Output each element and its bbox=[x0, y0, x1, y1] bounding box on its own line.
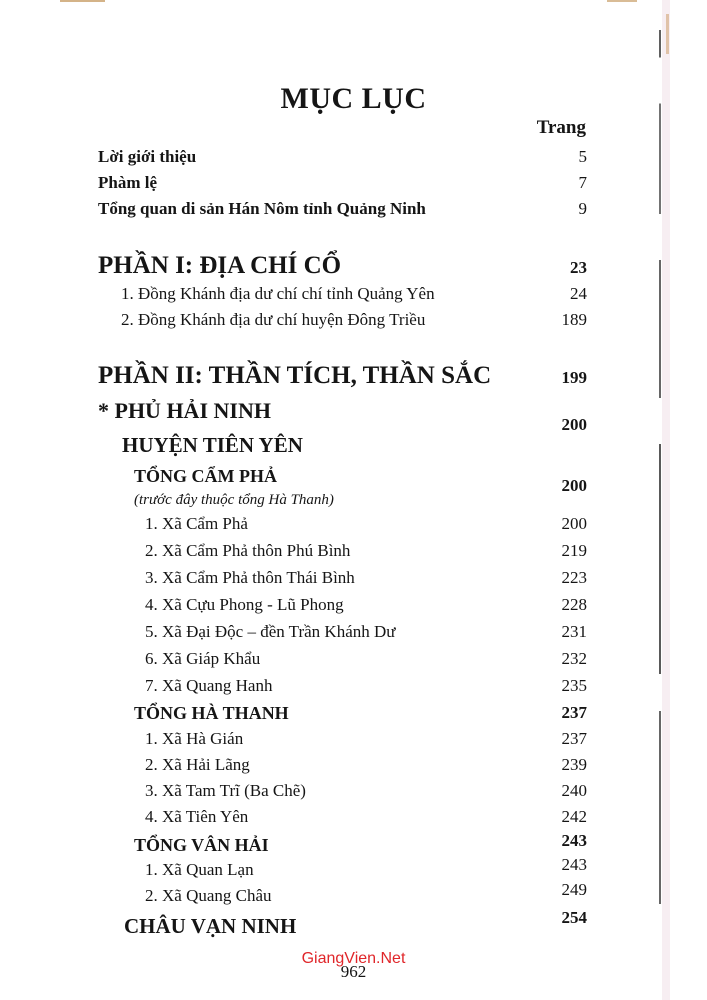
toc-entry-page: 189 bbox=[561, 310, 587, 329]
toc-entry[interactable] bbox=[0, 568, 707, 594]
toc-entry-label: 1. Đồng Khánh địa dư chí chí tỉnh Quảng Yên bbox=[121, 284, 435, 303]
toc-entry-page: 242 bbox=[561, 807, 587, 826]
toc-entry[interactable] bbox=[0, 755, 707, 781]
toc-entry-label: 2. Xã Cẩm Phả thôn Phú Bình bbox=[145, 541, 351, 560]
toc-entry-page: 249 bbox=[561, 880, 587, 899]
page-edge-decoration bbox=[666, 14, 669, 54]
toc-entry[interactable] bbox=[0, 781, 707, 807]
toc-chau-heading[interactable] bbox=[0, 908, 707, 944]
toc-tong-label: TỔNG CẨM PHẢ bbox=[134, 466, 277, 486]
toc-huyen-label: HUYỆN TIÊN YÊN bbox=[122, 433, 303, 457]
toc-entry-page: 235 bbox=[561, 676, 587, 695]
toc-tong-label: TỔNG HÀ THANH bbox=[134, 703, 289, 723]
toc-entry-label: 3. Xã Cẩm Phả thôn Thái Bình bbox=[145, 568, 355, 587]
toc-entry-page: 240 bbox=[561, 781, 587, 800]
toc-part-page: 23 bbox=[570, 258, 587, 277]
toc-entry[interactable] bbox=[0, 541, 707, 567]
toc-entry-page: 237 bbox=[561, 729, 587, 748]
toc-entry-page: 223 bbox=[561, 568, 587, 587]
toc-entry[interactable] bbox=[0, 199, 707, 225]
page-number: 962 bbox=[340, 962, 367, 981]
toc-entry-label: 1. Xã Quan Lạn bbox=[145, 860, 254, 879]
toc-entry-page: 5 bbox=[578, 147, 587, 166]
toc-entry[interactable] bbox=[0, 173, 707, 199]
toc-entry[interactable] bbox=[0, 649, 707, 675]
toc-entry-label: 3. Xã Tam Trĩ (Ba Chẽ) bbox=[145, 781, 306, 800]
toc-tong-heading[interactable] bbox=[0, 466, 707, 495]
toc-part-label: PHẦN II: THẦN TÍCH, THẦN SẮC bbox=[98, 362, 492, 389]
toc-tong-page: 243 bbox=[561, 831, 587, 850]
toc-entry-label: 1. Xã Hà Gián bbox=[145, 729, 244, 748]
toc-entry[interactable] bbox=[0, 595, 707, 621]
toc-entry[interactable] bbox=[0, 855, 707, 886]
toc-entry-page: 232 bbox=[561, 649, 587, 668]
toc-entry-label: Tổng quan di sản Hán Nôm tỉnh Quảng Ninh bbox=[98, 199, 426, 218]
toc-tong-heading[interactable] bbox=[0, 703, 707, 729]
toc-entry-label: 2. Đồng Khánh địa dư chí huyện Đông Triều bbox=[121, 310, 426, 329]
toc-entry[interactable] bbox=[0, 676, 707, 702]
toc-entry-page: 7 bbox=[578, 173, 587, 192]
toc-entry[interactable] bbox=[0, 807, 707, 833]
toc-entry[interactable] bbox=[0, 147, 707, 173]
toc-entry-label: Lời giới thiệu bbox=[98, 147, 197, 166]
toc-entry-page: 200 bbox=[561, 514, 587, 533]
toc-entry-page: 228 bbox=[561, 595, 587, 614]
toc-phu-heading[interactable] bbox=[0, 398, 707, 434]
toc-entry-label: Phàm lệ bbox=[98, 173, 158, 192]
page-column-header: Trang bbox=[536, 117, 586, 138]
page-edge-decoration bbox=[607, 0, 637, 2]
toc-part-page: 199 bbox=[561, 368, 587, 387]
toc-phu-page: 200 bbox=[561, 415, 587, 434]
toc-chau-page: 254 bbox=[561, 908, 587, 927]
toc-part-label: PHẦN I: ĐỊA CHÍ CỔ bbox=[98, 252, 342, 279]
toc-entry-label: 6. Xã Giáp Khẩu bbox=[145, 649, 261, 668]
toc-entry-page: 239 bbox=[561, 755, 587, 774]
toc-entry-label: 5. Xã Đại Độc – đền Trần Khánh Dư bbox=[145, 622, 396, 641]
toc-entry-page: 219 bbox=[561, 541, 587, 560]
page-edge-decoration bbox=[60, 0, 105, 2]
toc-part-heading[interactable] bbox=[0, 362, 707, 396]
toc-entry-label: 1. Xã Cẩm Phả bbox=[145, 514, 248, 533]
toc-part-heading[interactable] bbox=[0, 252, 707, 286]
toc-entry[interactable] bbox=[0, 310, 707, 336]
watermark: GiangVien.Net bbox=[301, 950, 406, 967]
toc-entry-label: 2. Xã Quang Châu bbox=[145, 886, 272, 905]
toc-tong-label: TỔNG VÂN HẢI bbox=[134, 835, 269, 855]
toc-entry-label: 7. Xã Quang Hanh bbox=[145, 676, 273, 695]
toc-chau-label: CHÂU VẠN NINH bbox=[124, 914, 297, 938]
toc-note-text: (trước đây thuộc tổng Hà Thanh) bbox=[134, 492, 334, 508]
toc-entry-label: 2. Xã Hải Lãng bbox=[145, 755, 250, 774]
toc-entry[interactable] bbox=[0, 514, 707, 540]
toc-entry-page: 24 bbox=[570, 284, 587, 303]
page-title: MỤC LỤC bbox=[280, 82, 427, 115]
toc-entry-page: 9 bbox=[578, 199, 587, 218]
toc-entry[interactable] bbox=[0, 880, 707, 912]
toc-entry[interactable] bbox=[0, 729, 707, 755]
toc-entry-page: 231 bbox=[561, 622, 587, 641]
toc-tong-heading[interactable] bbox=[0, 831, 707, 861]
toc-entry-page: 243 bbox=[561, 855, 587, 874]
toc-phu-label: * PHỦ HẢI NINH bbox=[98, 398, 271, 423]
toc-entry-label: 4. Xã Tiên Yên bbox=[145, 807, 249, 826]
toc-huyen-heading[interactable] bbox=[0, 433, 707, 463]
toc-entry-label: 4. Xã Cựu Phong - Lũ Phong bbox=[145, 595, 344, 614]
toc-tong-page: 237 bbox=[561, 703, 587, 722]
toc-entry[interactable] bbox=[0, 622, 707, 648]
toc-tong-page: 200 bbox=[561, 476, 587, 495]
toc-entry[interactable] bbox=[0, 284, 707, 310]
